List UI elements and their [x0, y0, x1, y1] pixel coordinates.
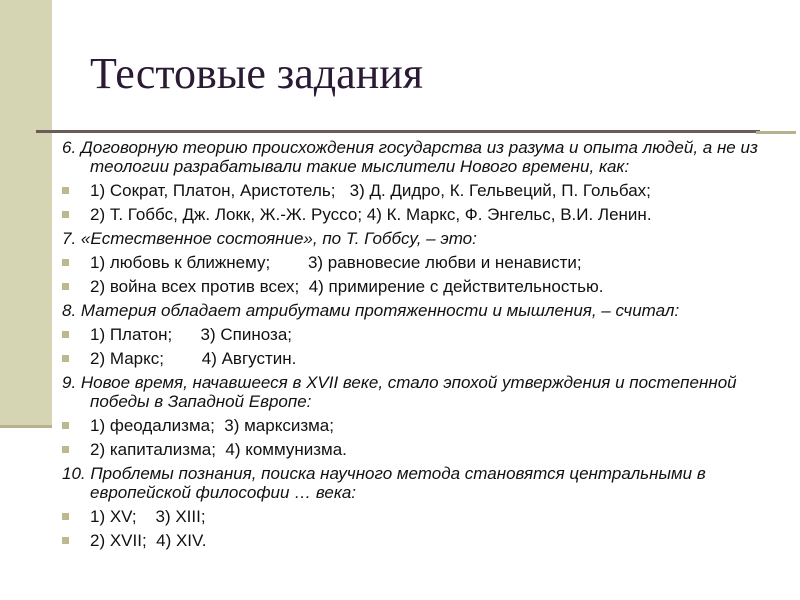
- square-bullet-icon: [62, 513, 69, 520]
- square-bullet-icon: [62, 211, 69, 218]
- answer-row: [62, 440, 782, 459]
- square-bullet-icon: [62, 422, 69, 429]
- slide-content: [62, 138, 782, 555]
- answer-text: 1) Платон; 3) Спиноза;: [90, 325, 292, 344]
- answer-text: 1) Сократ, Платон, Аристотель; 3) Д. Дидро, К. Гельвеций, П. Гольбах;: [90, 181, 651, 200]
- answer-row: [62, 507, 782, 526]
- square-bullet-icon: [62, 331, 69, 338]
- answer-text: 2) война всех против всех; 4) примирение с действительностью.: [90, 277, 604, 296]
- side-panel: [0, 0, 52, 425]
- answer-text: 1) феодализма; 3) марксизма;: [90, 416, 334, 435]
- answer-row: [62, 277, 782, 296]
- question-6: 6. Договорную теорию происхождения государства из разума и опыта людей, а не из теологии разрабатывали такие мыслители Нового времени, как:: [62, 138, 758, 176]
- question-7: 7. «Естественное состояние», по Т. Гоббсу, – это:: [62, 229, 477, 248]
- question-10: 10. Проблемы познания, поиска научного метода становятся центральными в европейской философии … века:: [62, 464, 706, 502]
- square-bullet-icon: [62, 446, 69, 453]
- answer-text: 2) капитализма; 4) коммунизма.: [90, 440, 347, 459]
- square-bullet-icon: [62, 283, 69, 290]
- answer-row: [62, 416, 782, 435]
- square-bullet-icon: [62, 259, 69, 266]
- answer-row: [62, 349, 782, 368]
- answer-row: [62, 325, 782, 344]
- answer-text: 2) Маркс; 4) Августин.: [90, 349, 297, 368]
- answer-row: [62, 531, 782, 550]
- answer-row: [62, 253, 782, 272]
- answer-text: 2) XVII; 4) XIV.: [90, 531, 207, 550]
- square-bullet-icon: [62, 355, 69, 362]
- answer-text: 1) любовь к ближнему; 3) равновесие любви и ненависти;: [90, 253, 582, 272]
- answer-row: [62, 181, 782, 200]
- answer-text: 1) XV; 3) XIII;: [90, 507, 206, 526]
- answer-row: [62, 205, 782, 224]
- question-9: 9. Новое время, начавшееся в XVII веке, стало эпохой утверждения и постепенной победы в Западной Европе:: [62, 373, 737, 411]
- slide-title: Тестовые задания: [90, 49, 424, 98]
- question-8: 8. Материя обладает атрибутами протяженности и мышления, – считал:: [62, 301, 680, 320]
- answer-text: 2) Т. Гоббс, Дж. Локк, Ж.-Ж. Руссо; 4) К. Маркс, Ф. Энгельс, В.И. Ленин.: [90, 205, 652, 224]
- side-divider: [0, 425, 52, 428]
- title-divider: [36, 130, 760, 136]
- square-bullet-icon: [62, 187, 69, 194]
- square-bullet-icon: [62, 537, 69, 544]
